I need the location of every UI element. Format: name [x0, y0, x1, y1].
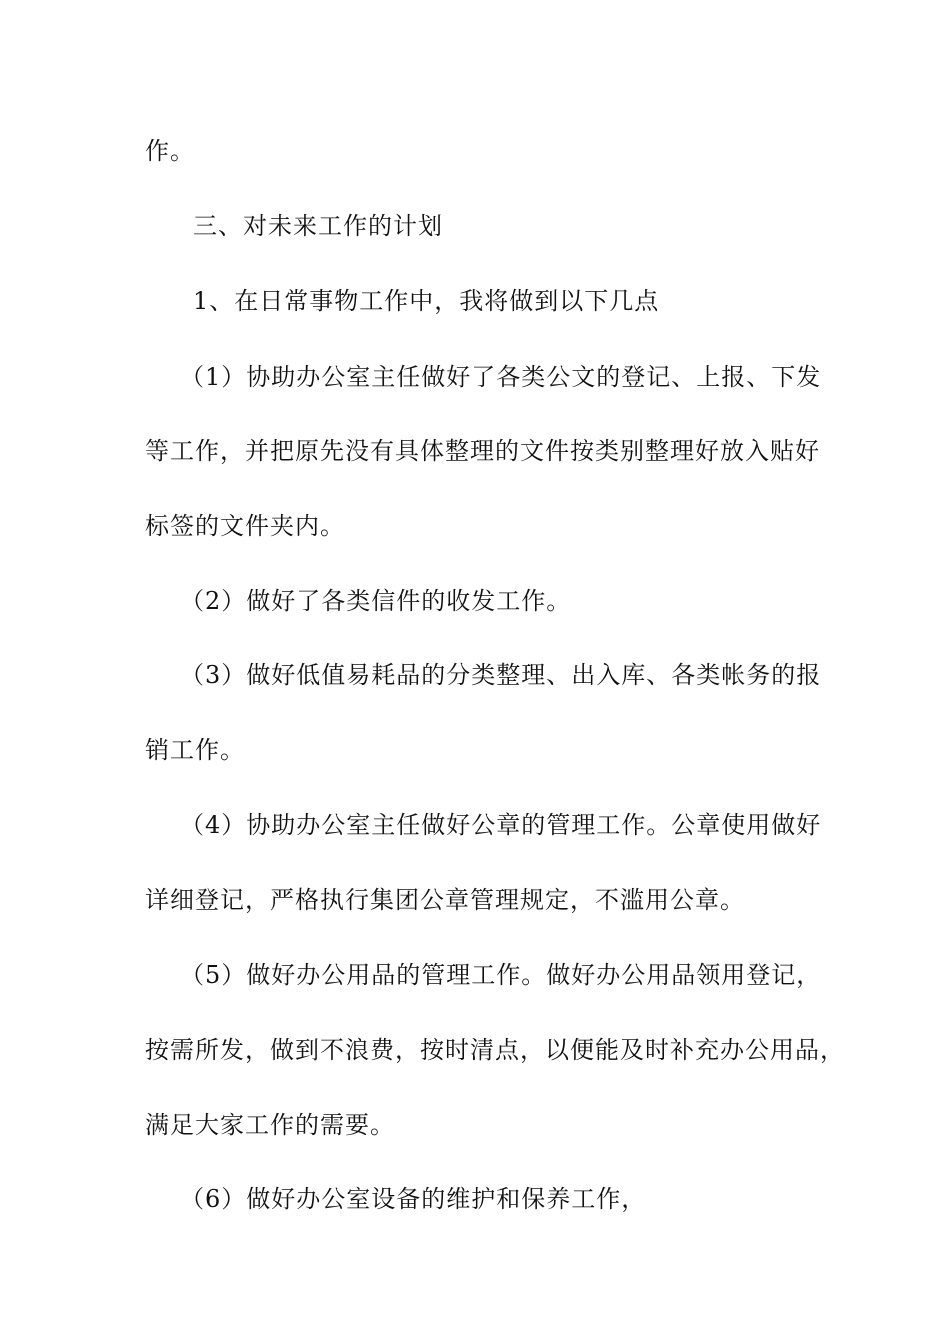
subsection-heading: 1、在日常事物工作中，我将做到以下几点	[193, 287, 660, 315]
paragraph-line: （1）协助办公室主任做好了各类公文的登记、上报、下发	[180, 363, 822, 391]
paragraph-line: 作。	[145, 137, 195, 165]
paragraph-line: 等工作，并把原先没有具体整理的文件按类别整理好放入贴好	[145, 437, 820, 465]
paragraph-line: 按需所发，做到不浪费，按时清点，以便能及时补充办公用品，	[145, 1036, 845, 1064]
paragraph-line: （3）做好低值易耗品的分类整理、出入库、各类帐务的报	[180, 661, 822, 689]
paragraph-line: （4）协助办公室主任做好公章的管理工作。公章使用做好	[180, 811, 822, 839]
paragraph-line: （6）做好办公室设备的维护和保养工作，	[180, 1185, 647, 1213]
paragraph-line: 标签的文件夹内。	[145, 512, 345, 540]
paragraph-line: （5）做好办公用品的管理工作。做好办公用品领用登记，	[180, 961, 822, 989]
section-heading: 三、对未来工作的计划	[193, 212, 443, 240]
paragraph-line: （2）做好了各类信件的收发工作。	[180, 587, 572, 615]
paragraph-line: 销工作。	[145, 736, 245, 764]
paragraph-line: 满足大家工作的需要。	[145, 1111, 395, 1139]
paragraph-line: 详细登记，严格执行集团公章管理规定，不滥用公章。	[145, 886, 745, 914]
